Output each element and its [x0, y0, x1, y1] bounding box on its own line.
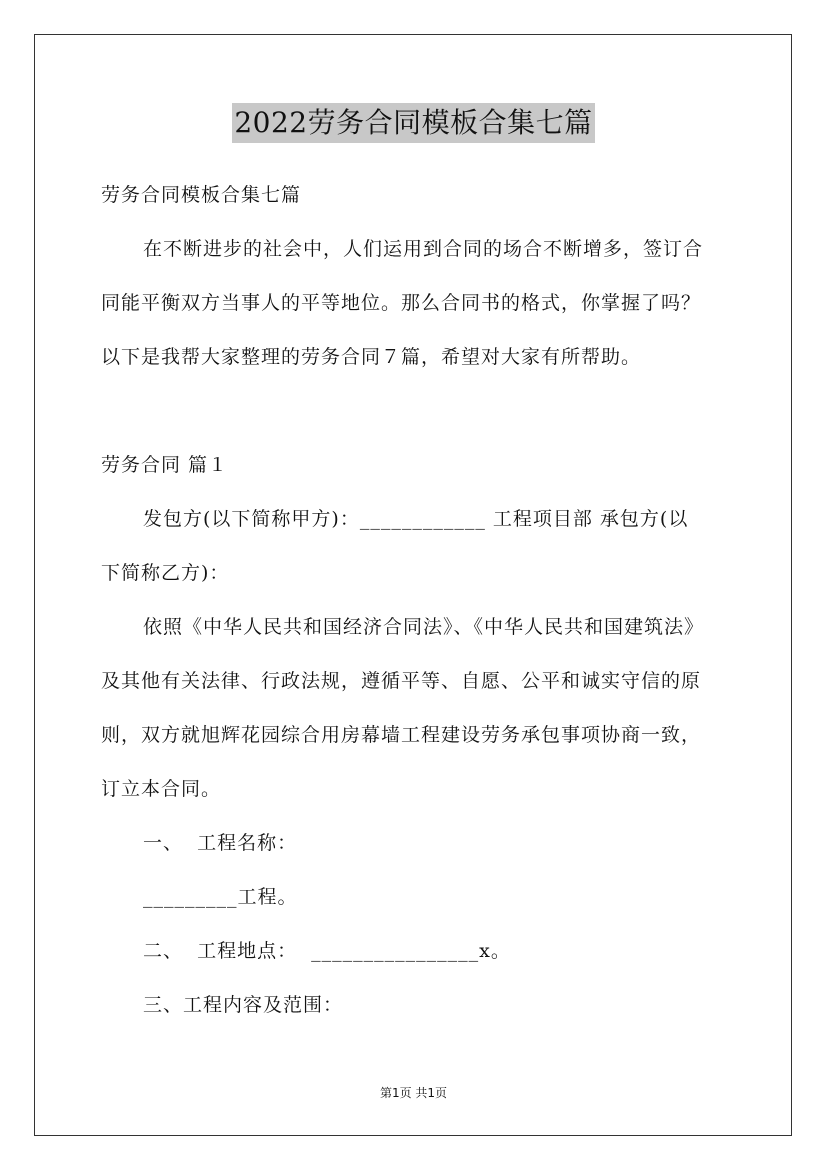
party-a-label: 发包方(以下简称甲方)：: [143, 508, 360, 530]
page-footer: 第1页 共1页: [379, 1086, 448, 1100]
subtitle: 劳务合同模板合集七篇: [101, 184, 302, 206]
section-heading: 劳务合同 篇１: [101, 454, 229, 476]
item-1-blank: _________: [143, 886, 238, 908]
item-2-rest: x。: [479, 940, 511, 962]
party-b-line: 下简称乙方)：: [101, 562, 230, 584]
party-a-line: [143, 507, 688, 531]
item-1-rest: 工程。: [237, 886, 298, 908]
basis-line-2: 及其他有关法律、行政法规，遵循平等、自愿、公平和诚实守信的原: [101, 670, 702, 692]
intro-line-2: 同能平衡双方当事人的平等地位。那么合同书的格式，你掌握了吗？: [101, 292, 702, 314]
item-1-value: [143, 885, 298, 909]
item-2-blank: ________________: [311, 940, 480, 962]
basis-line-3: 则，双方就旭辉花园综合用房幕墙工程建设劳务承包事项协商一致，: [101, 724, 702, 746]
item-2-label: 二、 工程地点：: [143, 940, 312, 962]
party-a-blank: ____________: [359, 508, 486, 530]
intro-line-3: 以下是我帮大家整理的劳务合同７篇，希望对大家有所帮助。: [101, 346, 642, 368]
intro-line-1: 在不断进步的社会中，人们运用到合同的场合不断增多，签订合: [143, 238, 704, 260]
basis-line-4: 订立本合同。: [101, 778, 222, 800]
item-3-label: 三、工程内容及范围：: [143, 994, 344, 1016]
document-title: 2022劳务合同模板合集七篇: [232, 103, 594, 143]
party-a-rest: 工程项目部 承包方(以: [485, 508, 689, 530]
item-2-line: [143, 939, 511, 963]
basis-line-1: 依照《中华人民共和国经济合同法》、《中华人民共和国建筑法》: [143, 616, 705, 638]
item-1-label: 一、 工程名称：: [143, 832, 298, 854]
